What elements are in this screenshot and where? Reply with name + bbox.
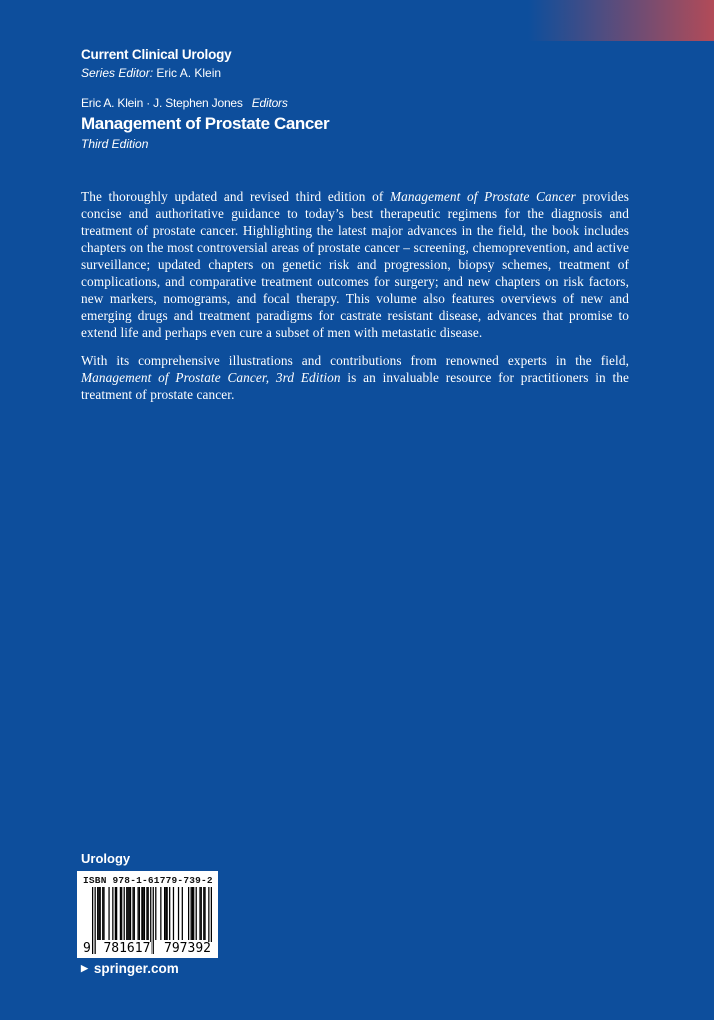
- edition-label: Third Edition: [81, 137, 149, 151]
- barcode-bars-area: [83, 887, 212, 956]
- editors-label: Editors: [251, 96, 288, 110]
- blurb-paragraph-1: [81, 188, 629, 341]
- cover-text-block: [81, 47, 629, 403]
- blurb-p1-book-title-italic: Management of Prostate Cancer: [389, 189, 576, 204]
- series-editor-label: Series Editor:: [81, 66, 154, 80]
- series-editor-name: Eric A. Klein: [153, 66, 222, 80]
- category-label: Urology: [81, 851, 131, 866]
- blurb-p1-text-cont: provides concise and authoritative guidance to today’s best therapeutic regimens for the diagnosis and treatment of prostate cancer. Highlighting the latest major advances in the field, the book includes chapters on the most controversial areas of prostate cancer – screening, chemoprevention, and active surveillance; updated chapters on genetic risk and progression, biopsy schemes, treatment of complications, and comparative treatment outcomes for surgery; and new chapters on risk factors, new markers, nomograms, and focal therapy. This volume also features overviews of new and emerging drugs and treatment paradigms for castrate resistant disease, advances that promise to extend life and perhaps even cure a subset of men with metastatic disease.: [81, 189, 629, 340]
- blurb-p2-text: With its comprehensive illustrations and contributions from renowned experts in the field,: [81, 353, 629, 368]
- blurb-paragraph-2: [81, 352, 629, 403]
- blurb-p2-book-title-italic: Management of Prostate Cancer, 3rd Edition: [81, 370, 341, 385]
- corner-gradient-bar: [528, 0, 714, 41]
- springer-link: [81, 961, 179, 976]
- back-cover-blurb: [81, 188, 629, 403]
- editors-line: [81, 96, 629, 111]
- arrow-right-icon: ▶: [81, 963, 88, 973]
- editors-names: Eric A. Klein · J. Stephen Jones: [81, 96, 243, 110]
- isbn-label: ISBN 978-1-61779-739-2: [83, 875, 213, 886]
- ean-digits: [83, 942, 212, 956]
- series-editor-line: [81, 66, 629, 80]
- springer-url: springer.com: [93, 961, 179, 976]
- ean-digit-group-2: 781617: [103, 941, 151, 956]
- blurb-p2-text-cont: is an invaluable resource for practitioners in the treatment of prostate cancer.: [81, 370, 629, 402]
- series-title: Current Clinical Urology: [81, 47, 232, 62]
- blurb-p1-text: The thoroughly updated and revised third edition of: [81, 189, 390, 204]
- ean-digit-group-1: 9: [83, 941, 91, 956]
- isbn-barcode-box: [77, 871, 218, 958]
- ean-digit-group-3: 797392: [164, 941, 211, 956]
- book-title: Management of Prostate Cancer: [81, 114, 330, 133]
